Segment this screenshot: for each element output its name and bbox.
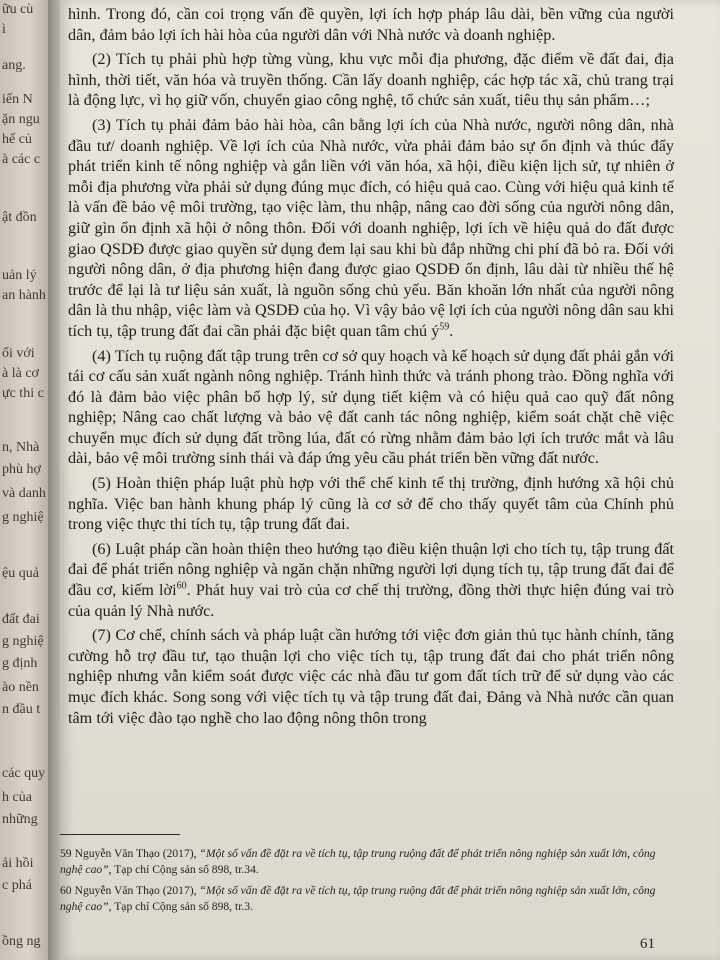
left-page-fragment: an hành bbox=[2, 288, 46, 303]
left-page-fragment: à các c bbox=[2, 152, 41, 167]
left-page-fragment: đất đai bbox=[2, 612, 40, 627]
paragraph: (5) Hoàn thiện pháp luật phù hợp với thể chế kinh tế thị trường, định hướng xã hội chủ nghĩa. Việc ban hành khung pháp lý cũng là cơ sở để cho thấy quyết tâm của Chính phủ trong việc thực thi tích tụ, tập trung đất đai. bbox=[68, 474, 674, 534]
footnote-divider bbox=[60, 834, 180, 835]
left-page-fragment: những bbox=[2, 812, 38, 827]
left-page-fragment: g nghiệ bbox=[2, 510, 44, 525]
footnotes bbox=[60, 846, 672, 920]
left-page-edge bbox=[0, 0, 48, 960]
left-page-fragment: n đầu t bbox=[2, 702, 41, 717]
footnote: 60 Nguyễn Văn Thạo (2017), “Một số vấn đề đặt ra về tích tụ, tập trung ruộng đất để phát triển nông nghiệp sản xuất lớn, công nghệ cao”, Tạp chí Cộng sản số 898, tr.3. bbox=[60, 884, 656, 913]
left-page-fragment: n, Nhà bbox=[2, 440, 40, 455]
footnote-ref[interactable]: 59 bbox=[439, 321, 450, 333]
left-page-fragment: ữu cù bbox=[2, 2, 34, 17]
left-page-fragment: c phá bbox=[2, 878, 32, 893]
left-page-fragment: ực thi c bbox=[2, 386, 44, 401]
left-page-fragment: hế củ bbox=[2, 132, 32, 147]
left-page-fragment: ang. bbox=[2, 58, 26, 73]
page-number: 61 bbox=[640, 936, 655, 952]
paragraph: (4) Tích tụ ruộng đất tập trung trên cơ sở quy hoạch và kế hoạch sử dụng đất phải gắn với tái cơ cấu sản xuất ngành nông nghiệp. Tránh hình thức và tránh phong trào. Đồng nghĩa với đó là đảm bảo việc phân bổ hợp lý, sử dụng tiết kiệm và có hiệu quả cao quỹ đất nông nghiệp; Nâng cao chất lượng và bảo vệ đất canh tác nông nghiệp, kiểm soát chặt chẽ việc chuyển mục đích sử dụng đất trồng lúa, đất có rừng nhằm đảm bảo lợi ích trước mắt và lâu dài, bảo vệ môi trường sinh thái và đáp ứng yêu cầu phát triển bền vững đất nước. bbox=[68, 346, 674, 468]
left-page-fragment: g nghiệ bbox=[2, 634, 44, 649]
left-page-fragment: ệu quả bbox=[2, 566, 39, 581]
paragraph: hình. Trong đó, cần coi trọng vấn đề quyền, lợi ích hợp pháp lâu dài, bền vững của người dân, đảm bảo lợi ích hài hòa của người dân với Nhà nước và doanh nghiệp. bbox=[68, 5, 674, 44]
left-page-fragment: ặn ngu bbox=[2, 112, 40, 127]
left-page-fragment: h của bbox=[2, 790, 32, 805]
paragraph: (7) Cơ chế, chính sách và pháp luật cần hướng tới việc đơn giản thủ tục hành chính, tăng cường hỗ trợ đầu tư, tạo thuận lợi cho việc tích tụ, tập trung đất đai cho phát triển nông nghiệp nhưng vẫn kiểm soát được việc các nhà đầu tư gom đất tích trữ để sử dụng vào các mục đích khác. Song song với việc tích tụ và tập trung đất đai, Đảng và Nhà nước cần quan tâm tới việc đào tạo nghề cho lao động nông thôn trong bbox=[68, 626, 674, 727]
left-page-fragment: phù hợ bbox=[2, 462, 41, 477]
left-page-fragment: g định bbox=[2, 656, 38, 671]
left-page-fragment: và danh bbox=[2, 486, 46, 501]
left-page-fragment: ồng ng bbox=[2, 934, 41, 949]
paragraph: (3) Tích tụ phải đảm bảo hài hòa, cân bằng lợi ích của Nhà nước, người nông dân, nhà đầu tư/ doanh nghiệp. Về lợi ích của Nhà nước, vừa phải đảm bảo sự ổn định và thúc đẩy phát triển kinh tế nông nghiệp và gắn liền với văn hóa, xã hội, điều kiện lịch sử, tự nhiên ở mỗi địa phương vừa phải sử dụng đúng mục đích, có hiệu quả cao. Cùng với hiệu quả kinh tế là vấn đề bảo vệ môi trường, tạo việc làm, thu nhập, nâng cao đời sống của người nông dân, giữ gìn ổn định xã hội ở nông thôn. Đối với doanh nghiệp, lợi ích về hiệu quả do đất được giao QSDĐ được giao quyền sử dụng đem lại sau khi bù đắp những chi phí đã bỏ ra. Đối với người nông dân, ở địa phương hiện đang được giao QSDĐ ổn định, lâu dài từ nhiều thế hệ trước để lại là tư liệu sản xuất, là nguồn sống chủ yếu. Băn khoăn lớn nhất của người nông dân là thu nhập, việc làm và QSDĐ của họ. Vì vậy bảo vệ lợi ích của người nông dân sau khi tích tụ, tập trung đất đai cần phải đặc biệt quan tâm chú $ý^{59}$. bbox=[68, 115, 674, 340]
footnote-number: 60 bbox=[60, 884, 72, 897]
left-page-fragment: à là cơ bbox=[2, 366, 39, 381]
left-page-fragment: ì bbox=[2, 22, 6, 37]
paragraph: (2) Tích tụ phải phù hợp từng vùng, khu vực mỗi địa phương, đặc điểm về đất đai, địa hình, thời tiết, văn hóa và truyền thống. Cần lấy doanh nghiệp, các hợp tác xã, chủ trang trại là động lực, vì họ giữ vốn, chuyển giao công nghệ, tổ chức sản xuất, tiêu thụ sản phẩm…; bbox=[68, 50, 674, 110]
left-page-fragment: ối với bbox=[2, 346, 35, 361]
footnote-title: “Một số vấn đề đặt ra về tích tụ, tập trung ruộng đất để phát triển nông nghiệp sản xuất lớn, công nghệ cao” bbox=[60, 847, 656, 876]
book-page bbox=[60, 0, 720, 960]
footnote: 59 Nguyễn Văn Thạo (2017), “Một số vấn đề đặt ra về tích tụ, tập trung ruộng đất để phát triển nông nghiệp sản xuất lớn, công nghệ cao”, Tạp chí Cộng sản số 898, tr.34. bbox=[60, 847, 656, 876]
left-page-fragment: ào nền bbox=[2, 680, 39, 695]
left-page-fragment: uản lý bbox=[2, 268, 37, 283]
footnote-ref[interactable]: 60 bbox=[176, 580, 187, 592]
body-text bbox=[68, 4, 674, 732]
left-page-fragment: iến N bbox=[2, 92, 33, 107]
left-page-fragment: các quy bbox=[2, 766, 46, 781]
footnote-number: 59 bbox=[60, 847, 72, 860]
left-page-fragment: ải hồi bbox=[2, 856, 34, 871]
left-page-fragment: ật đồn bbox=[2, 210, 37, 225]
paragraph: (6) Luật pháp cần hoàn thiện theo hướng tạo điều kiện thuận lợi cho tích tụ, tập trung đất đai để phát triển nông nghiệp và ngăn chặn những người lợi dụng tích tụ, tập trung đất đai để đầu cơ, kiếm lời$^{60}$. Phát huy vai trò của cơ chế thị trường, đồng thời thực hiện đúng vai trò của quản lý Nhà nước. bbox=[68, 539, 675, 620]
footnote-title: “Một số vấn đề đặt ra về tích tụ, tập trung ruộng đất để phát triển nông nghiệp sản xuất lớn, công nghệ cao” bbox=[60, 884, 656, 913]
